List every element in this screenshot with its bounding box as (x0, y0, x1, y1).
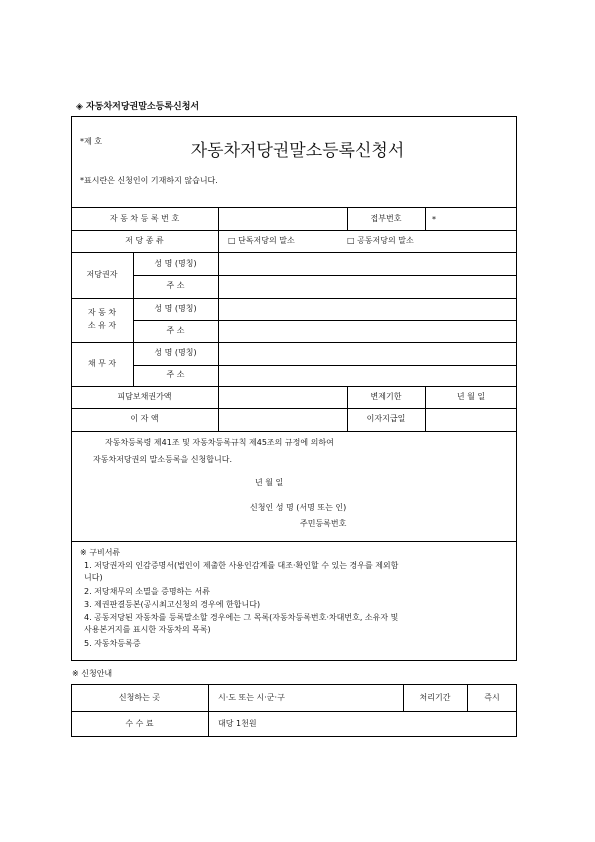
submit-place-label: 신청하는 곳 (118, 693, 161, 702)
required-doc-item: 사용본거지를 표시한 자동차의 목록) (84, 625, 211, 634)
mortgagee-address-label: 주 소 (166, 281, 185, 290)
receipt-mark: *제 호 (80, 137, 102, 146)
lien-type-label: 저 당 종 류 (125, 236, 164, 245)
required-doc-item: 2. 저당채무의 소멸을 증명하는 서류 (84, 587, 210, 596)
applicant-signature-line: 신청인 성 명 (서명 또는 인) (250, 503, 347, 512)
required-doc-item: 4. 공동저당된 자동차를 등록말소할 경우에는 그 목록(자동차등록번호·차대번호, 소유자 및 (84, 613, 399, 622)
required-doc-item: 니다) (84, 573, 103, 582)
secured-amount-field[interactable] (219, 387, 346, 407)
debtor-address-field[interactable] (219, 366, 516, 385)
document-heading: ◈ 자동차저당권말소등록신청서 (76, 102, 200, 112)
note-text: *표시란은 신청인이 기재하지 않습니다. (80, 176, 218, 185)
statement-line-2: 자동차저당권의 말소등록을 신청합니다. (93, 455, 233, 464)
interest-amount-label: 이 자 액 (130, 414, 159, 423)
required-doc-item: 5. 자동차등록증 (84, 639, 141, 648)
owner-label-line1: 자 동 차 (87, 308, 117, 317)
statement-line-1: 자동차등록령 제41조 및 자동차등록규칙 제45조의 규정에 의하여 (105, 438, 334, 447)
repayment-due-label: 변제기한 (370, 392, 402, 401)
debtor-name-field[interactable] (219, 343, 516, 364)
debtor-address-label: 주 소 (166, 370, 185, 379)
single-lien-checkbox[interactable]: □ 단독저당의 말소 (228, 236, 295, 245)
joint-lien-checkbox[interactable]: □ 공동저당의 말소 (347, 236, 414, 245)
interest-date-label: 이자지급일 (366, 414, 406, 423)
mortgagee-label: 저당권자 (86, 270, 118, 279)
debtor-label: 채 무 자 (87, 359, 117, 368)
reg-number-field[interactable] (219, 208, 346, 229)
required-doc-item: 1. 저당권자의 인감증명서(법인이 제출한 사용인감계를 대조·확인할 수 있는 경우를 제외함 (84, 561, 399, 570)
owner-address-field[interactable] (219, 321, 516, 341)
processing-period-value: 즉시 (484, 693, 500, 702)
required-doc-item: 3. 제권판결등본(공시최고신청의 경우에 한합니다) (84, 600, 261, 609)
application-date-line: 년 월 일 (255, 478, 284, 487)
owner-label-line2: 소 유 자 (87, 321, 117, 330)
secured-amount-label: 피담보채권가액 (117, 392, 172, 401)
mortgagee-name-label: 성 명 (명칭) (154, 259, 197, 268)
mortgagee-name-field[interactable] (219, 253, 516, 274)
resident-number-label: 주민등록번호 (300, 519, 347, 528)
reg-number-label: 자 동 차 등 록 번 호 (109, 214, 180, 223)
guide-heading: ※ 신청안내 (72, 669, 113, 678)
owner-name-label: 성 명 (명칭) (154, 304, 197, 313)
owner-address-label: 주 소 (166, 326, 185, 335)
processing-period-label: 처리기간 (419, 693, 451, 702)
required-docs-title: ※ 구비서류 (80, 548, 121, 557)
fee-label: 수 수 료 (125, 719, 154, 728)
repayment-date-label: 년 월 일 (456, 392, 486, 401)
interest-amount-field[interactable] (219, 409, 346, 430)
interest-date-field[interactable] (426, 409, 516, 430)
owner-name-field[interactable] (219, 299, 516, 319)
form-title: 자동차저당권말소등록신청서 (190, 141, 405, 161)
fee-value: 대당 1천원 (218, 719, 257, 728)
receipt-number-mark: * (432, 215, 436, 224)
receipt-number-label: 접부번호 (370, 214, 402, 223)
mortgagee-address-field[interactable] (219, 276, 516, 297)
submit-place-value: 시·도 또는 시·군·구 (218, 693, 285, 702)
debtor-name-label: 성 명 (명칭) (154, 348, 197, 357)
